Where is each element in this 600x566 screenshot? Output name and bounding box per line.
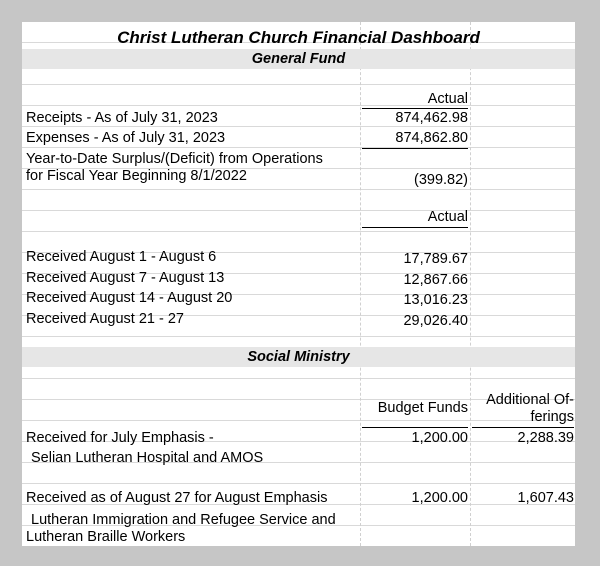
july-emphasis-sublabel: Selian Lutheran Hospital and AMOS (31, 450, 264, 466)
july-budget-value: 1,200.00 (411, 430, 468, 446)
receipts-value: 874,462.98 (395, 110, 468, 126)
weekly-actual-header: Actual (427, 209, 468, 225)
receipts-label: Receipts - As of July 31, 2023 (26, 110, 218, 126)
august-emphasis-sublabel-line1: Lutheran Immigration and Refugee Service and (31, 512, 336, 528)
actual-header: Actual (427, 91, 468, 107)
weekly-label: Received August 21 - 27 (26, 311, 184, 327)
social-ministry-heading: Social Ministry (247, 349, 350, 365)
expenses-value: 874,862.80 (395, 130, 468, 146)
surplus-label-line2: for Fiscal Year Beginning 8/1/2022 (26, 168, 247, 184)
budget-funds-header: Budget Funds (377, 400, 468, 416)
general-fund-heading: General Fund (251, 51, 346, 67)
additional-offerings-header-line2: ferings (530, 409, 574, 425)
weekly-label: Received August 1 - August 6 (26, 249, 217, 265)
weekly-header-underline (362, 227, 468, 228)
weekly-label: Received August 7 - August 13 (26, 270, 225, 286)
grid-line (470, 22, 471, 546)
august-additional-value: 1,607.43 (517, 490, 574, 506)
august-emphasis-sublabel-line2: Lutheran Braille Workers (26, 529, 186, 545)
july-emphasis-label: Received for July Emphasis - (26, 430, 214, 446)
surplus-value: (399.82) (413, 172, 468, 188)
spreadsheet-sheet (22, 22, 575, 546)
expenses-underline (362, 148, 468, 149)
header-underline (362, 108, 468, 109)
weekly-value: 13,016.23 (403, 292, 468, 308)
weekly-value: 12,867.66 (403, 272, 468, 288)
surplus-label-line1: Year-to-Date Surplus/(Deficit) from Operations (26, 151, 323, 167)
budget-header-underline (362, 427, 468, 428)
weekly-value: 29,026.40 (403, 313, 468, 329)
july-additional-value: 2,288.39 (517, 430, 574, 446)
dashboard-title: Christ Lutheran Church Financial Dashboard (117, 28, 480, 47)
additional-header-underline (472, 427, 574, 428)
august-emphasis-label: Received as of August 27 for August Emphasis (26, 490, 328, 506)
august-budget-value: 1,200.00 (411, 490, 468, 506)
additional-offerings-header-line1: Additional Of- (486, 392, 574, 408)
weekly-value: 17,789.67 (403, 251, 468, 267)
expenses-label: Expenses - As of July 31, 2023 (26, 130, 226, 146)
weekly-label: Received August 14 - August 20 (26, 290, 233, 306)
